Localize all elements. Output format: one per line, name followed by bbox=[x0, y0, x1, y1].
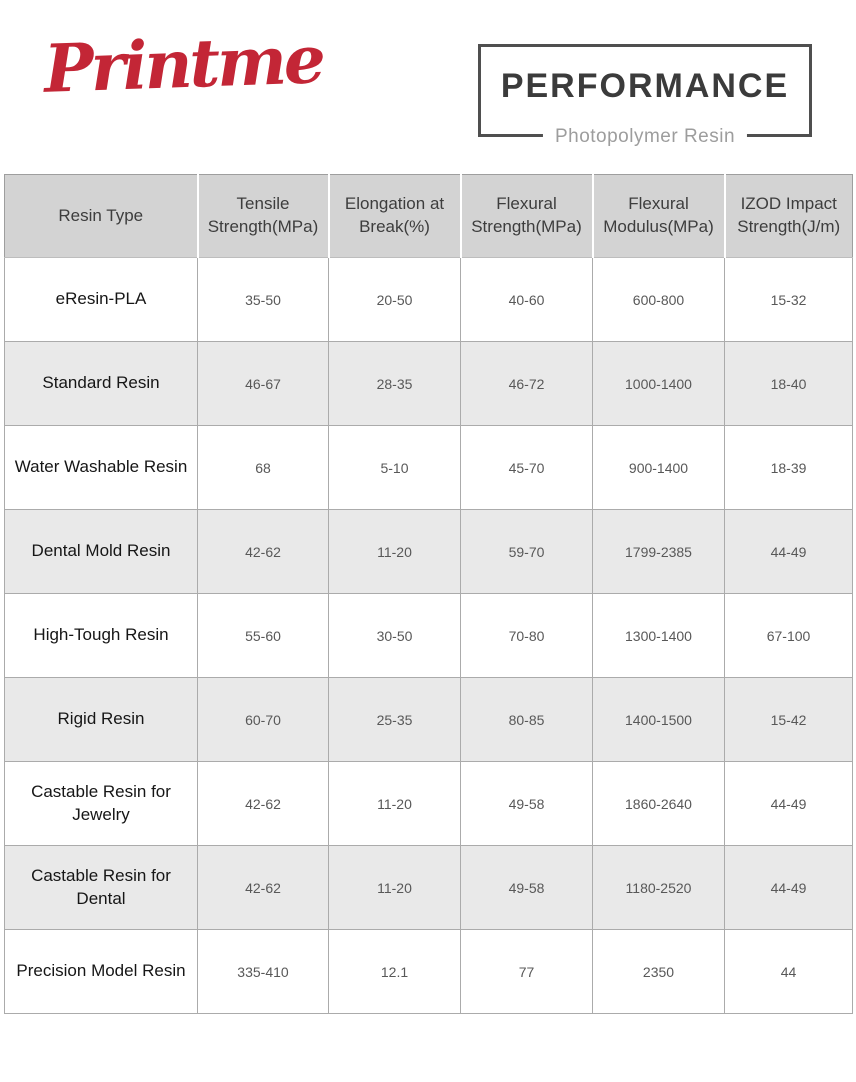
value-cell-1: 28-35 bbox=[329, 342, 461, 426]
value-cell-2: 59-70 bbox=[461, 510, 593, 594]
value-cell-2: 45-70 bbox=[461, 426, 593, 510]
value-cell-0: 68 bbox=[198, 426, 329, 510]
column-header-1: Tensile Strength(MPa) bbox=[198, 175, 329, 258]
value-cell-0: 42-62 bbox=[198, 762, 329, 846]
value-cell-2: 40-60 bbox=[461, 258, 593, 342]
value-cell-3: 900-1400 bbox=[593, 426, 725, 510]
value-cell-2: 49-58 bbox=[461, 846, 593, 930]
resin-type-cell: High-Tough Resin bbox=[5, 594, 198, 678]
value-cell-1: 11-20 bbox=[329, 510, 461, 594]
value-cell-2: 46-72 bbox=[461, 342, 593, 426]
value-cell-2: 70-80 bbox=[461, 594, 593, 678]
column-header-3: Flexural Strength(MPa) bbox=[461, 175, 593, 258]
value-cell-1: 20-50 bbox=[329, 258, 461, 342]
table-row bbox=[5, 510, 853, 594]
resin-type-cell: Dental Mold Resin bbox=[5, 510, 198, 594]
value-cell-0: 60-70 bbox=[198, 678, 329, 762]
table-row bbox=[5, 342, 853, 426]
value-cell-4: 67-100 bbox=[725, 594, 853, 678]
table-head bbox=[5, 175, 853, 258]
banner-title: PERFORMANCE bbox=[500, 67, 790, 105]
column-header-4: Flexural Modulus(MPa) bbox=[593, 175, 725, 258]
value-cell-3: 1000-1400 bbox=[593, 342, 725, 426]
table-row bbox=[5, 930, 853, 1014]
value-cell-0: 55-60 bbox=[198, 594, 329, 678]
printme-logo: Printme bbox=[42, 20, 325, 108]
table-header-row bbox=[5, 175, 853, 258]
value-cell-4: 44-49 bbox=[725, 510, 853, 594]
column-header-0: Resin Type bbox=[5, 175, 198, 258]
value-cell-4: 18-39 bbox=[725, 426, 853, 510]
value-cell-4: 18-40 bbox=[725, 342, 853, 426]
table-row bbox=[5, 426, 853, 510]
value-cell-1: 25-35 bbox=[329, 678, 461, 762]
performance-banner bbox=[478, 44, 812, 147]
value-cell-3: 1860-2640 bbox=[593, 762, 725, 846]
value-cell-1: 11-20 bbox=[329, 846, 461, 930]
value-cell-3: 2350 bbox=[593, 930, 725, 1014]
column-header-2: Elongation at Break(%) bbox=[329, 175, 461, 258]
value-cell-2: 49-58 bbox=[461, 762, 593, 846]
value-cell-4: 15-42 bbox=[725, 678, 853, 762]
table-row bbox=[5, 594, 853, 678]
resin-type-cell: eResin-PLA bbox=[5, 258, 198, 342]
value-cell-1: 5-10 bbox=[329, 426, 461, 510]
table-row bbox=[5, 846, 853, 930]
value-cell-2: 77 bbox=[461, 930, 593, 1014]
page-header bbox=[0, 0, 856, 174]
value-cell-3: 600-800 bbox=[593, 258, 725, 342]
value-cell-0: 42-62 bbox=[198, 510, 329, 594]
value-cell-1: 30-50 bbox=[329, 594, 461, 678]
table-row bbox=[5, 258, 853, 342]
value-cell-0: 335-410 bbox=[198, 930, 329, 1014]
value-cell-0: 35-50 bbox=[198, 258, 329, 342]
value-cell-3: 1799-2385 bbox=[593, 510, 725, 594]
resin-type-cell: Standard Resin bbox=[5, 342, 198, 426]
value-cell-3: 1400-1500 bbox=[593, 678, 725, 762]
value-cell-3: 1300-1400 bbox=[593, 594, 725, 678]
value-cell-4: 44-49 bbox=[725, 762, 853, 846]
performance-table bbox=[4, 174, 853, 1014]
resin-type-cell: Castable Resin for Jewelry bbox=[5, 762, 198, 846]
value-cell-0: 42-62 bbox=[198, 846, 329, 930]
value-cell-4: 44 bbox=[725, 930, 853, 1014]
resin-type-cell: Precision Model Resin bbox=[5, 930, 198, 1014]
table-row bbox=[5, 762, 853, 846]
table-body bbox=[5, 258, 853, 1014]
resin-type-cell: Castable Resin for Dental bbox=[5, 846, 198, 930]
value-cell-0: 46-67 bbox=[198, 342, 329, 426]
column-header-5: IZOD Impact Strength(J/m) bbox=[725, 175, 853, 258]
value-cell-3: 1180-2520 bbox=[593, 846, 725, 930]
value-cell-4: 44-49 bbox=[725, 846, 853, 930]
resin-type-cell: Water Washable Resin bbox=[5, 426, 198, 510]
value-cell-2: 80-85 bbox=[461, 678, 593, 762]
banner-subtitle: Photopolymer Resin bbox=[543, 126, 747, 148]
resin-type-cell: Rigid Resin bbox=[5, 678, 198, 762]
table-row bbox=[5, 678, 853, 762]
value-cell-4: 15-32 bbox=[725, 258, 853, 342]
value-cell-1: 11-20 bbox=[329, 762, 461, 846]
value-cell-1: 12.1 bbox=[329, 930, 461, 1014]
